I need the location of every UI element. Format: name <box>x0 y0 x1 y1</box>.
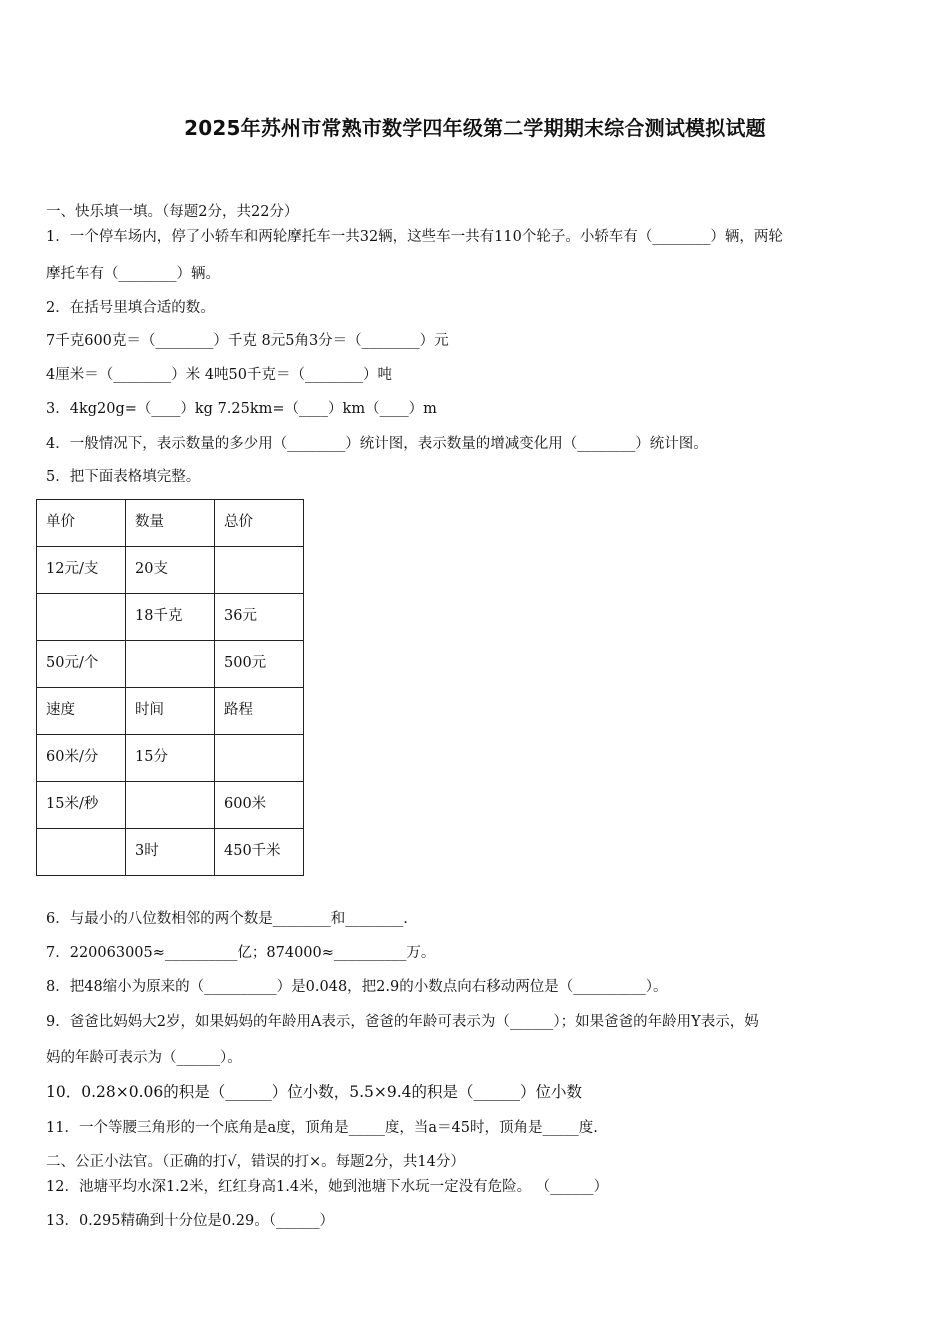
question-2: 2．在括号里填合适的数。 <box>46 300 215 316</box>
page-title: 2025年苏州市常熟市数学四年级第二学期期末综合测试模拟试题 <box>184 116 766 140</box>
section-heading-1: 一、快乐填一填。（每题2分，共22分） <box>46 204 299 220</box>
fill-in-table <box>36 499 304 876</box>
table-row <box>37 594 304 641</box>
question-13: 13．0.295精确到十分位是0.29。（______） <box>46 1213 334 1229</box>
table-row <box>37 688 304 735</box>
table-cell: 单价 <box>37 500 126 547</box>
table-cell: 50元/个 <box>37 641 126 688</box>
table-cell <box>215 735 304 782</box>
table-cell: 15分 <box>126 735 215 782</box>
table-cell: 时间 <box>126 688 215 735</box>
question-9-line-1: 9．爸爸比妈妈大2岁，如果妈妈的年龄用A表示，爸爸的年龄可表示为（______）；如果爸爸的年龄用Y表示，妈 <box>46 1014 759 1030</box>
table-cell: 速度 <box>37 688 126 735</box>
question-9-line-2: 妈的年龄可表示为（______）。 <box>46 1050 242 1066</box>
question-6: 6．与最小的八位数相邻的两个数是________和________. <box>46 911 408 927</box>
question-11: 11．一个等腰三角形的一个底角是a度，顶角是_____度，当a＝45时，顶角是_____度. <box>46 1120 598 1136</box>
question-10: 10．0.28×0.06的积是（______）位小数，5.5×9.4的积是（______）位小数 <box>46 1083 583 1101</box>
table-cell: 总价 <box>215 500 304 547</box>
table-cell: 36元 <box>215 594 304 641</box>
table-cell <box>126 641 215 688</box>
table-row <box>37 641 304 688</box>
table-cell: 500元 <box>215 641 304 688</box>
question-3: 3．4kg20g=（____）kg 7.25km=（____）km（____）m <box>46 401 437 417</box>
question-12: 12．池塘平均水深1.2米，红红身高1.4米，她到池塘下水玩一定没有危险。 （______） <box>46 1179 609 1195</box>
question-2-part-a: 7千克600克＝（________）千克 8元5角3分＝（________）元 <box>46 333 449 349</box>
table-cell: 12元/支 <box>37 547 126 594</box>
table-cell: 450千米 <box>215 829 304 876</box>
table-row <box>37 829 304 876</box>
table-cell <box>37 594 126 641</box>
table-cell: 15米/秒 <box>37 782 126 829</box>
table-cell: 路程 <box>215 688 304 735</box>
question-7: 7．220063005≈__________亿；874000≈__________万。 <box>46 945 436 961</box>
question-5: 5．把下面表格填完整。 <box>46 469 201 485</box>
table-cell: 20支 <box>126 547 215 594</box>
table-cell <box>37 829 126 876</box>
table-cell: 600米 <box>215 782 304 829</box>
table-cell <box>215 547 304 594</box>
question-4: 4．一般情况下，表示数量的多少用（________）统计图，表示数量的增减变化用（________）统计图。 <box>46 436 708 452</box>
table-row <box>37 547 304 594</box>
table-cell: 18千克 <box>126 594 215 641</box>
question-8: 8．把48缩小为原来的（__________）是0.048，把2.9的小数点向右移动两位是（__________）。 <box>46 979 668 995</box>
table-cell: 60米/分 <box>37 735 126 782</box>
question-1-line-1: 1．一个停车场内，停了小轿车和两轮摩托车一共32辆，这些车一共有110个轮子。小轿车有（________）辆，两轮 <box>46 229 783 245</box>
table-cell: 3时 <box>126 829 215 876</box>
question-1-line-2: 摩托车有（________）辆。 <box>46 266 220 282</box>
table-row <box>37 735 304 782</box>
table-row <box>37 500 304 547</box>
table-cell <box>126 782 215 829</box>
table-row <box>37 782 304 829</box>
table-cell: 数量 <box>126 500 215 547</box>
section-heading-2: 二、公正小法官。（正确的打√，错误的打×。每题2分，共14分） <box>46 1154 465 1170</box>
question-2-part-b: 4厘米＝（________）米 4吨50千克＝（________）吨 <box>46 367 393 383</box>
